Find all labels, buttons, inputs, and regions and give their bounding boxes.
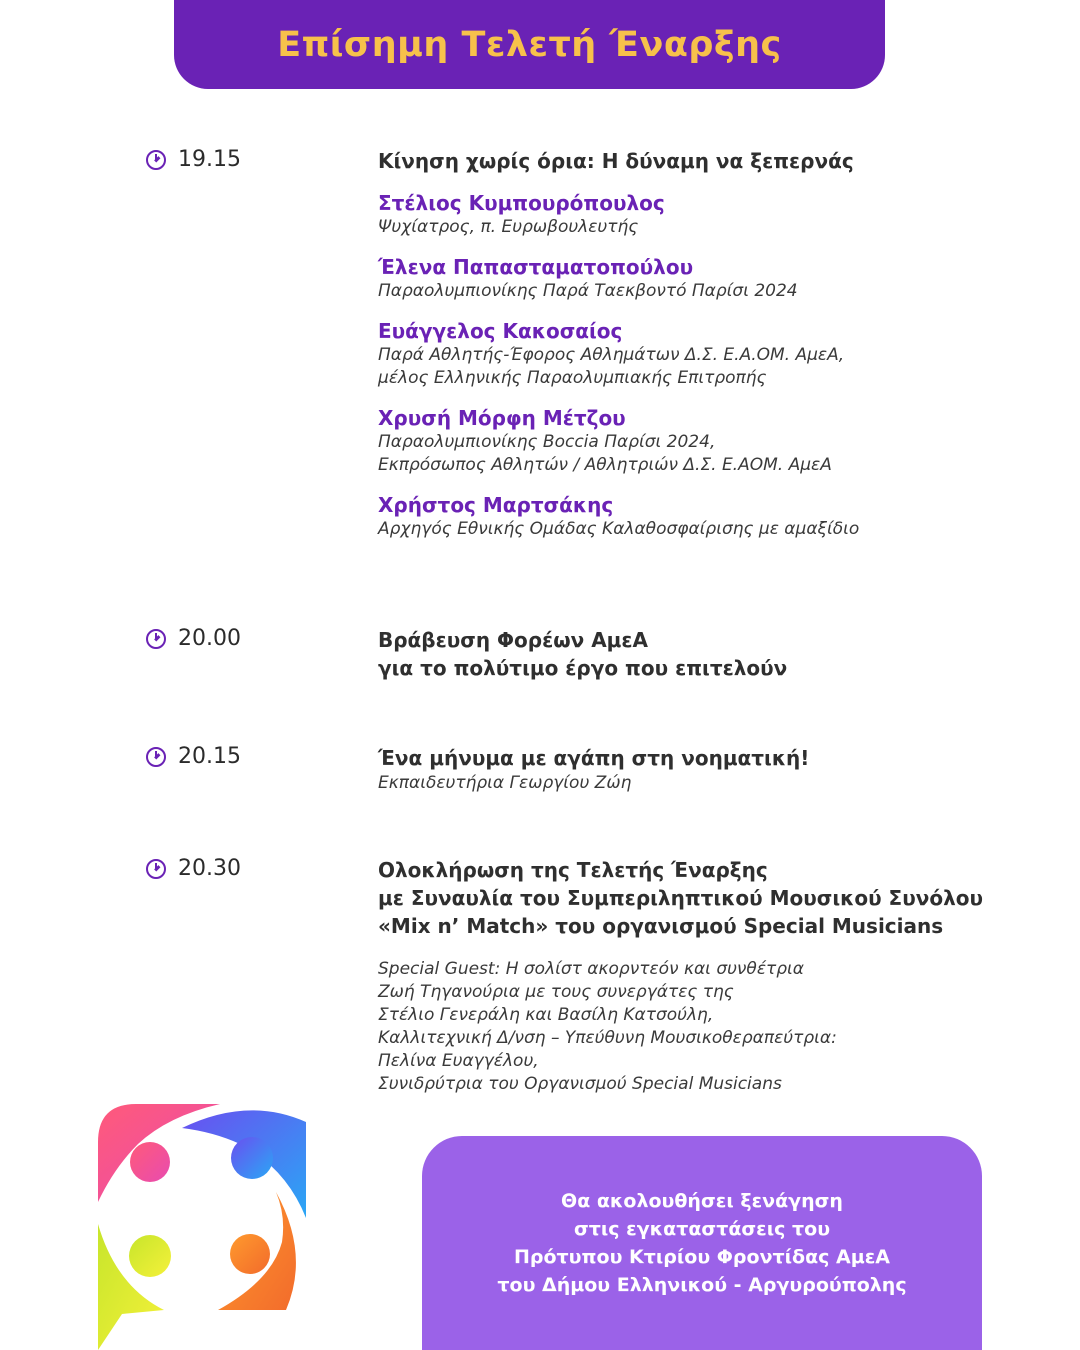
detail-line: Special Guest: Η σολίστ ακορντεόν και συνθέτρια: [378, 959, 805, 979]
time-label: [146, 744, 241, 769]
time-label: [146, 147, 241, 172]
slot-title: με Συναυλία του Συμπεριληπτικού Μουσικού Συνόλου: [378, 886, 983, 910]
speaker-role: Παραολυμπιονίκης Boccia Παρίσι 2024,: [378, 432, 716, 452]
detail-line: Πελίνα Ευαγγέλου,: [378, 1051, 539, 1071]
clock-icon: [146, 629, 166, 649]
clock-icon: [146, 859, 166, 879]
header-banner: [174, 0, 885, 89]
speaker: [378, 493, 998, 541]
detail-line: Στέλιο Γενεράλη και Βασίλη Κατσούλη,: [378, 1005, 714, 1025]
clock-icon: [146, 150, 166, 170]
speaker-name: Έλενα Παπασταματοπούλου: [378, 255, 694, 279]
time-label: [146, 856, 241, 881]
time-text: 20.30: [178, 856, 241, 881]
slot-subtitle: Εκπαιδευτήρια Γεωργίου Ζώη: [378, 773, 632, 793]
info-line: του Δήμου Ελληνικού - Αργυρούπολης: [497, 1274, 907, 1296]
time-text: 19.15: [178, 147, 241, 172]
speaker: [378, 191, 998, 239]
slot-content: [378, 626, 998, 682]
slot-title: Ολοκλήρωση της Τελετής Έναρξης: [378, 858, 768, 882]
slot-content: [378, 147, 998, 541]
inclusion-people-circle-logo: [98, 1104, 306, 1350]
time-text: 20.15: [178, 744, 241, 769]
speaker-name: Στέλιος Κυμπουρόπουλος: [378, 191, 665, 215]
speaker-name: Ευάγγελος Κακοσαίος: [378, 319, 623, 343]
speaker-role: Αρχηγός Εθνικής Ομάδας Καλαθοσφαίρισης με αμαξίδιο: [378, 519, 860, 539]
speaker-name: Χρήστος Μαρτσάκης: [378, 493, 614, 517]
detail-line: Ζωή Τηγανούρια με τους συνεργάτες της: [378, 982, 734, 1002]
slot-title: Βράβευση Φορέων ΑμεΑ: [378, 628, 648, 652]
info-line: στις εγκαταστάσεις του: [573, 1218, 831, 1240]
slot-title: Κίνηση χωρίς όρια: Η δύναμη να ξεπερνάς: [378, 149, 854, 173]
time-text: 20.00: [178, 626, 241, 651]
slot-title: Ένα μήνυμα με αγάπη στη νοηματική!: [378, 746, 810, 770]
speaker-name: Χρυσή Μόρφη Μέτζου: [378, 406, 626, 430]
speaker-role: Παραολυμπιονίκης Παρά Ταεκβοντό Παρίσι 2024: [378, 281, 798, 301]
slot-title: για το πολύτιμο έργο που επιτελούν: [378, 656, 788, 680]
speaker-role: μέλος Ελληνικής Παραολυμπιακής Επιτροπής: [378, 368, 767, 388]
info-line: Πρότυπου Κτιρίου Φροντίδας ΑμεΑ: [513, 1246, 891, 1268]
detail-line: Καλλιτεχνική Δ/νση – Υπεύθυνη Μουσικοθεραπεύτρια:: [378, 1028, 837, 1048]
speaker: [378, 406, 998, 477]
page-title: Επίσημη Τελετή Έναρξης: [277, 24, 782, 65]
detail-line: Συνιδρύτρια του Οργανισμού Special Musicians: [378, 1074, 782, 1094]
time-label: [146, 626, 241, 651]
speaker-role: Ψυχίατρος, π. Ευρωβουλευτής: [378, 217, 639, 237]
speaker-role: Παρά Αθλητής-Έφορος Αθλημάτων Δ.Σ. Ε.Α.ΟΜ. ΑμεΑ,: [378, 345, 845, 365]
slot-content: [378, 744, 998, 795]
slot-content: [378, 856, 998, 1096]
info-box: [422, 1136, 982, 1350]
speaker: [378, 255, 998, 303]
speaker-role: Εκπρόσωπος Αθλητών / Αθλητριών Δ.Σ. Ε.ΑΟΜ. ΑμεΑ: [378, 455, 832, 475]
clock-icon: [146, 747, 166, 767]
info-line: Θα ακολουθήσει ξενάγηση: [561, 1190, 843, 1212]
speaker: [378, 319, 998, 390]
slot-title: «Mix n’ Match» του οργανισμού Special Musicians: [378, 914, 944, 938]
